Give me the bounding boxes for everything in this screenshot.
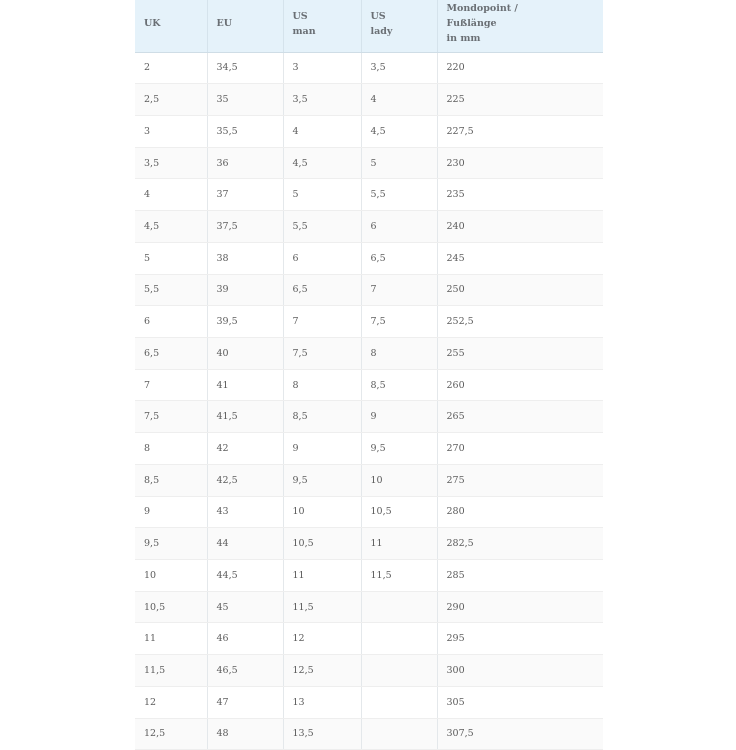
cell-us-lady: 9 [361, 401, 437, 433]
cell-mondopoint: 255 [437, 337, 603, 369]
cell-eu: 35,5 [207, 115, 283, 147]
cell-uk: 9 [135, 496, 207, 528]
table-row [135, 433, 603, 465]
cell-eu: 44,5 [207, 560, 283, 592]
cell-uk: 3 [135, 115, 207, 147]
table-row [135, 147, 603, 179]
cell-mondopoint: 285 [437, 560, 603, 592]
cell-us-man: 6 [283, 242, 361, 274]
cell-eu: 41 [207, 369, 283, 401]
cell-us-man: 4 [283, 115, 361, 147]
cell-us-man: 8,5 [283, 401, 361, 433]
cell-us-man: 8 [283, 369, 361, 401]
table-row [135, 306, 603, 338]
cell-us-lady: 4 [361, 84, 437, 116]
table-row [135, 401, 603, 433]
cell-eu: 38 [207, 242, 283, 274]
cell-mondopoint: 227,5 [437, 115, 603, 147]
cell-eu: 44 [207, 528, 283, 560]
cell-us-lady [361, 655, 437, 687]
cell-eu: 43 [207, 496, 283, 528]
cell-mondopoint: 235 [437, 179, 603, 211]
cell-uk: 12 [135, 686, 207, 718]
cell-us-man: 9,5 [283, 464, 361, 496]
cell-us-man: 5,5 [283, 211, 361, 243]
cell-mondopoint: 307,5 [437, 718, 603, 750]
cell-uk: 5,5 [135, 274, 207, 306]
cell-eu: 39 [207, 274, 283, 306]
cell-us-lady: 7,5 [361, 306, 437, 338]
cell-eu: 45 [207, 591, 283, 623]
cell-us-lady: 11,5 [361, 560, 437, 592]
cell-eu: 37,5 [207, 211, 283, 243]
table-row [135, 115, 603, 147]
cell-us-lady: 7 [361, 274, 437, 306]
table-row [135, 560, 603, 592]
cell-uk: 10,5 [135, 591, 207, 623]
cell-uk: 2,5 [135, 84, 207, 116]
cell-uk: 12,5 [135, 718, 207, 750]
cell-us-lady [361, 591, 437, 623]
cell-eu: 41,5 [207, 401, 283, 433]
cell-eu: 46,5 [207, 655, 283, 687]
table-row [135, 369, 603, 401]
cell-eu: 42 [207, 433, 283, 465]
cell-mondopoint: 240 [437, 211, 603, 243]
cell-uk: 6 [135, 306, 207, 338]
cell-uk: 4 [135, 179, 207, 211]
cell-mondopoint: 300 [437, 655, 603, 687]
cell-mondopoint: 250 [437, 274, 603, 306]
cell-mondopoint: 270 [437, 433, 603, 465]
header-uk: UK [135, 0, 207, 52]
cell-mondopoint: 220 [437, 52, 603, 84]
table-row [135, 242, 603, 274]
cell-mondopoint: 225 [437, 84, 603, 116]
cell-us-man: 10 [283, 496, 361, 528]
table-row [135, 274, 603, 306]
cell-uk: 9,5 [135, 528, 207, 560]
header-us-man: US man [283, 0, 361, 52]
cell-us-man: 4,5 [283, 147, 361, 179]
cell-eu: 40 [207, 337, 283, 369]
cell-eu: 42,5 [207, 464, 283, 496]
cell-mondopoint: 305 [437, 686, 603, 718]
table-row [135, 464, 603, 496]
table-row [135, 655, 603, 687]
table-row [135, 337, 603, 369]
header-eu: EU [207, 0, 283, 52]
cell-mondopoint: 295 [437, 623, 603, 655]
shoe-size-table [135, 0, 603, 750]
cell-uk: 8,5 [135, 464, 207, 496]
table-header [135, 0, 603, 52]
cell-us-lady: 6,5 [361, 242, 437, 274]
cell-us-man: 7 [283, 306, 361, 338]
cell-mondopoint: 275 [437, 464, 603, 496]
cell-mondopoint: 230 [437, 147, 603, 179]
table-body [135, 52, 603, 750]
table-row [135, 591, 603, 623]
table-row [135, 52, 603, 84]
cell-us-man: 3,5 [283, 84, 361, 116]
cell-us-man: 12 [283, 623, 361, 655]
cell-uk: 3,5 [135, 147, 207, 179]
cell-eu: 48 [207, 718, 283, 750]
table-row [135, 211, 603, 243]
table-row [135, 623, 603, 655]
cell-us-man: 7,5 [283, 337, 361, 369]
cell-eu: 34,5 [207, 52, 283, 84]
cell-eu: 35 [207, 84, 283, 116]
cell-us-lady: 5,5 [361, 179, 437, 211]
cell-us-man: 10,5 [283, 528, 361, 560]
cell-us-lady [361, 623, 437, 655]
cell-us-lady: 10 [361, 464, 437, 496]
table-row [135, 686, 603, 718]
cell-us-lady: 8,5 [361, 369, 437, 401]
cell-us-lady: 9,5 [361, 433, 437, 465]
cell-us-lady: 8 [361, 337, 437, 369]
cell-mondopoint: 252,5 [437, 306, 603, 338]
cell-us-lady: 11 [361, 528, 437, 560]
cell-mondopoint: 280 [437, 496, 603, 528]
table-row [135, 528, 603, 560]
cell-us-lady [361, 686, 437, 718]
cell-us-lady: 10,5 [361, 496, 437, 528]
cell-us-lady [361, 718, 437, 750]
cell-mondopoint: 265 [437, 401, 603, 433]
table-row [135, 179, 603, 211]
cell-us-lady: 3,5 [361, 52, 437, 84]
cell-uk: 8 [135, 433, 207, 465]
cell-uk: 6,5 [135, 337, 207, 369]
cell-eu: 36 [207, 147, 283, 179]
cell-uk: 7 [135, 369, 207, 401]
cell-eu: 47 [207, 686, 283, 718]
cell-eu: 46 [207, 623, 283, 655]
cell-us-man: 13,5 [283, 718, 361, 750]
cell-eu: 37 [207, 179, 283, 211]
cell-uk: 7,5 [135, 401, 207, 433]
cell-mondopoint: 260 [437, 369, 603, 401]
cell-mondopoint: 290 [437, 591, 603, 623]
cell-us-man: 12,5 [283, 655, 361, 687]
cell-mondopoint: 245 [437, 242, 603, 274]
header-mondopoint: Mondopoint / Fußlänge in mm [437, 0, 603, 52]
cell-eu: 39,5 [207, 306, 283, 338]
cell-us-lady: 4,5 [361, 115, 437, 147]
cell-us-man: 3 [283, 52, 361, 84]
table-row [135, 496, 603, 528]
table-row [135, 718, 603, 750]
cell-uk: 2 [135, 52, 207, 84]
cell-us-man: 5 [283, 179, 361, 211]
cell-us-lady: 5 [361, 147, 437, 179]
cell-us-man: 6,5 [283, 274, 361, 306]
cell-us-man: 11,5 [283, 591, 361, 623]
cell-us-lady: 6 [361, 211, 437, 243]
table-row [135, 84, 603, 116]
cell-uk: 10 [135, 560, 207, 592]
cell-uk: 11,5 [135, 655, 207, 687]
header-us-lady: US lady [361, 0, 437, 52]
cell-us-man: 9 [283, 433, 361, 465]
cell-us-man: 11 [283, 560, 361, 592]
cell-mondopoint: 282,5 [437, 528, 603, 560]
header-row [135, 0, 603, 52]
cell-uk: 4,5 [135, 211, 207, 243]
cell-us-man: 13 [283, 686, 361, 718]
cell-uk: 5 [135, 242, 207, 274]
cell-uk: 11 [135, 623, 207, 655]
